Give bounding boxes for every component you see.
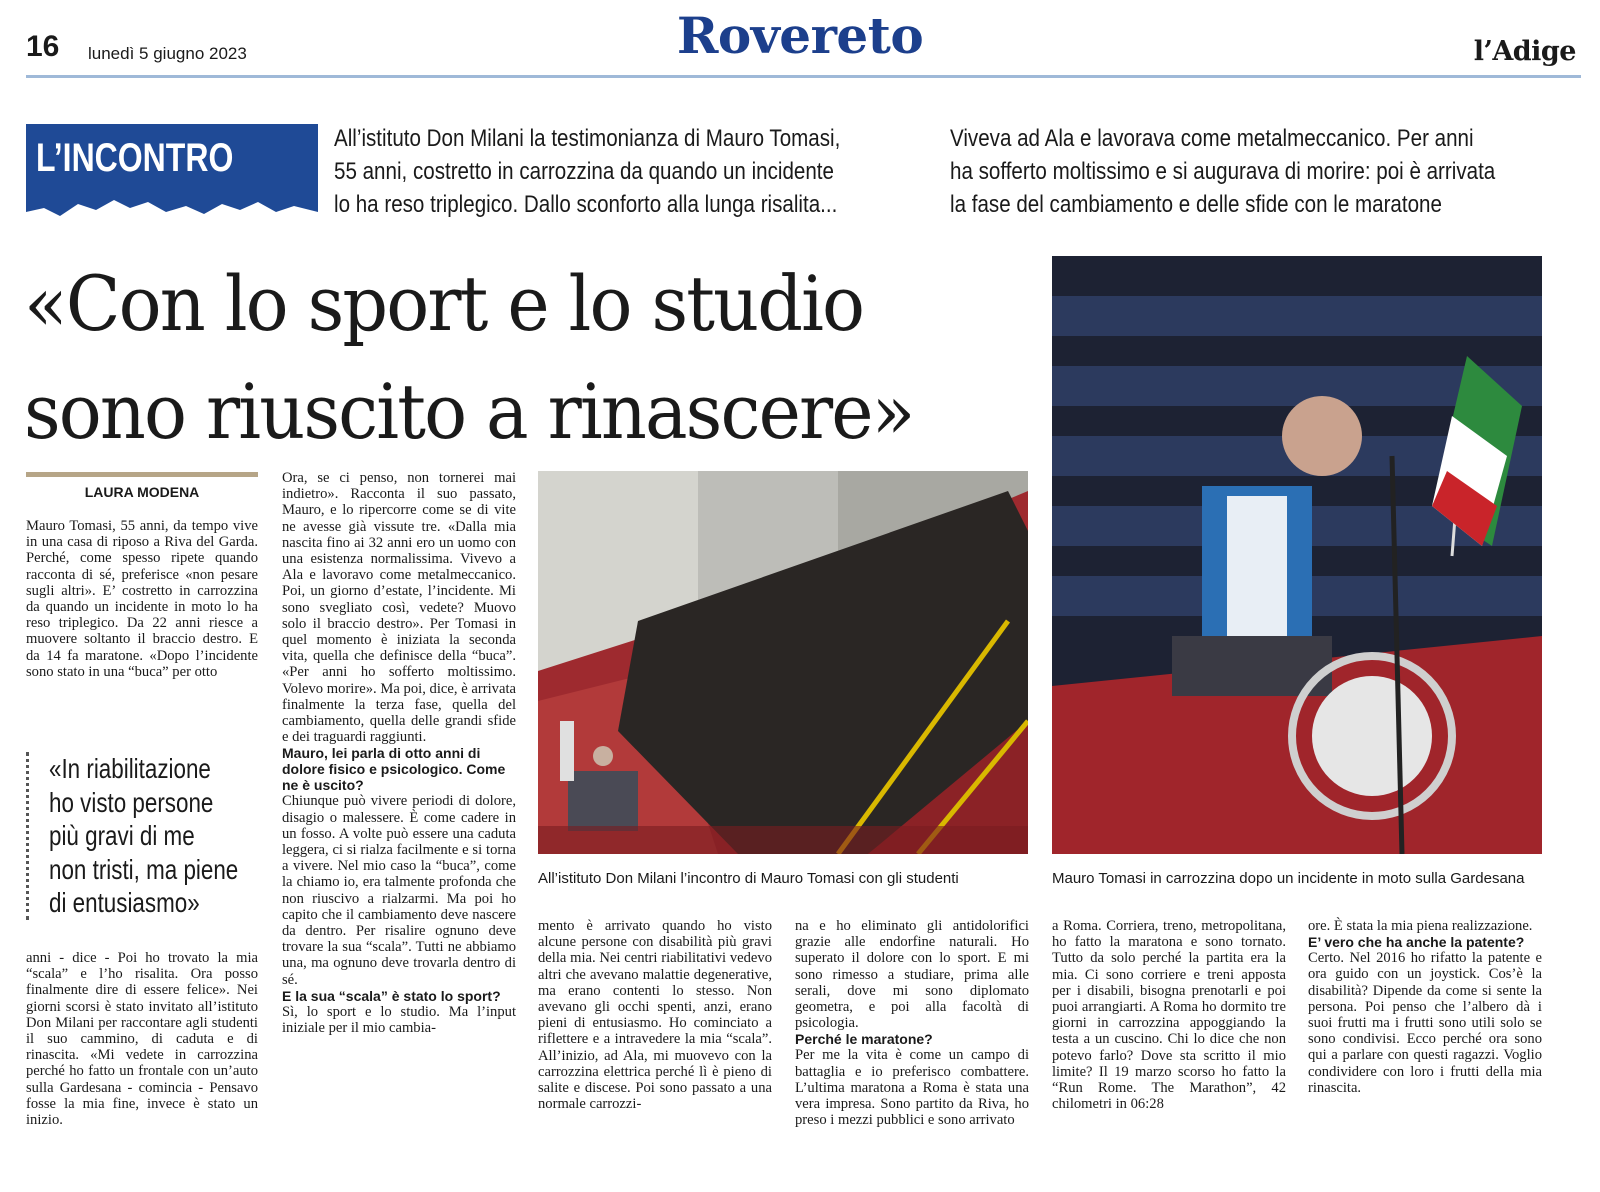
interview-question: Perché le maratone? xyxy=(795,1031,933,1048)
column-5 xyxy=(1052,918,1286,1112)
interview-question: E la sua “scala” è stato lo sport? xyxy=(282,987,501,1004)
body-text: ore. È stata la mia piena realizzazione. xyxy=(1308,918,1533,934)
subhead-line: lo ha reso triplegico. Dallo sconforto alla lunga risalita... xyxy=(334,191,838,218)
body-text: Chiunque può vivere periodi di dolore, disagio o malessere. È come cadere in un fosso. A volte può essere una caduta leggera, ci si rialza facilmente e si torna a vivere. Nel mio caso la “buca”, come la chiamo io, era talmente profonda che non riuscivo a rialzarmi. Ma poi ho capito che il cambiamento deve nascere da dentro. Per risalire ognuno deve trovare la sua “scala”. Tutti ne abbiamo una, ma ognuno deve trovarla dentro di sé. xyxy=(282,793,516,988)
body-text: Certo. Nel 2016 ho rifatto la patente e ora guido con un joystick. Cos’è la disabilità? Dipende da come si sente la persona. Poi penso che l’albero dà i suoi frutti ma i frutti sono utili solo se sono condivisi. Ecco perché ora sono qui a parlare con questi ragazzi. Voglio condividere con loro i frutti della mia rinascita. xyxy=(1308,950,1542,1096)
body-text: anni - dice - Poi ho trovato la mia “scala” e l’ho risalita. Ora posso finalmente dire di essere felice». Nei giorni scorsi è stato invitato all’istituto Don Milani per raccontare agli studenti il suo cammino, di caduta e di rinascita. «Mi vedete in carrozzina perché ho fatto un frontale con un’auto sulla Gardesana - comincia - Pensavo fosse la mia fine, invece è stato un inizio. xyxy=(26,950,258,1129)
photo-wheelchair-caption: Mauro Tomasi in carrozzina dopo un incidente in moto sulla Gardesana xyxy=(1052,870,1525,887)
headline xyxy=(24,250,913,466)
interview-question: E’ vero che ha anche la patente? xyxy=(1308,934,1525,951)
kicker-box xyxy=(26,124,318,226)
body-text: a Roma. Corriera, treno, metropolitana, ho fatto la maratona e sono tornato. Tutto da solo perché la partita era la mia. Ci sono corriere e treni apposta per i disabili, bisogna prenotarli e poi puoi arrangiarti. A Roma ho dormito tre giorni in carrozzina appoggiando la testa a un cuscino. Chi lo dice che non potevo farlo? Dove sta scritto il mio limite? Il 19 marzo scorso ho fatto la “Run Rome. The Marathon”, 42 chilometri in 06:28 xyxy=(1052,918,1286,1113)
pull-quote-line: «In riabilitazione xyxy=(49,753,211,784)
wheelchair-photo-image xyxy=(1052,256,1542,854)
photo-auditorium xyxy=(538,471,1028,854)
body-text: Ora, se ci penso, non tornerei mai indietro». Racconta il suo passato, Mauro, e lo ripercorre come se di vite ne avesse già vissute tre. «Dalla mia nascita fino ai 32 anni ero un uomo con una esistenza normalissima. Vivevo a Ala e lavoravo come metalmeccanico. Poi, un giorno d’estate, l’incidente. Mi sono svegliato così, vedete? Muovo solo il braccio destro». Per Tomasi in quel momento è iniziata la seconda vita, quella che definisce della “buca”. «Per anni ho sofferto moltissimo. Volevo morire». Ma poi, dice, è arrivata finalmente la terza fase, quella del cambiamento, quella delle grandi sfide e dei traguardi raggiunti. xyxy=(282,470,516,746)
subhead-line: ha sofferto moltissimo e si augurava di morire: poi è arrivata xyxy=(950,158,1496,185)
section-title: Rovereto xyxy=(676,6,924,65)
masthead-rule xyxy=(26,75,1581,78)
column-1-bottom xyxy=(26,950,258,1128)
column-4 xyxy=(795,918,1029,1128)
column-6 xyxy=(1308,918,1542,1096)
subhead-right xyxy=(950,122,1599,221)
body-text: Mauro Tomasi, 55 anni, da tempo vive in una casa di riposo a Riva del Garda. Perché, come spesso ripete quando racconta di sé, preferisce «non pesare sugli altri». E’ costretto in carrozzina da quando un incidente in moto lo ha reso triplegico. Da 22 anni riesce a muovere soltanto il braccio destro. E da 14 fa maratone. «Dopo l’incidente sono stato in una “buca” per otto xyxy=(26,518,258,680)
headline-line: sono riuscito a rinascere» xyxy=(24,367,914,456)
pull-quote-line: ho visto persone xyxy=(49,786,214,818)
photo-wheelchair xyxy=(1052,256,1542,854)
interview-question: Mauro, lei parla di otto anni di dolore fisico e psicologico. Come ne è uscito? xyxy=(282,745,506,794)
column-2 xyxy=(282,470,516,1036)
column-1-top xyxy=(26,518,258,680)
subhead-left xyxy=(334,122,937,221)
photo-auditorium-caption: All’istituto Don Milani l’incontro di Mauro Tomasi con gli studenti xyxy=(538,870,959,887)
body-text: Sì, lo sport e lo studio. Ma l’input iniziale per il mio cambia- xyxy=(282,1003,516,1037)
page-date: lunedì 5 giugno 2023 xyxy=(88,44,247,63)
mountain-silhouette-icon xyxy=(26,186,318,226)
body-text: mento è arrivato quando ho visto alcune persone con disabilità più gravi della mia. Nei centri riabilitativi vedevo altri che avevano malattie degenerative, ma erano contenti lo stesso. Non avevano gli occhi spenti, anzi, erano pieni di entusiasmo. Ho cominciato a riflettere e a intravedere la mia “scala”. All’inizio, ad Ala, mi muovevo con la carrozzina elettrica perché lì è pieno di salite e discese. Poi sono passato a una normale carrozzi- xyxy=(538,918,772,1113)
kicker-label: L’INCONTRO xyxy=(36,136,234,180)
pull-quote-line: non tristi, ma piene xyxy=(49,853,239,885)
pull-quote-line: più gravi di me xyxy=(49,820,195,851)
body-text: na e ho eliminato gli antidolorifici grazie alle endorfine naturali. Ho superato il dolore con lo sport. E mi sono rimesso a studiare, prima alle serali, dove mi sono diplomato geometra, e poi alla facoltà di psicologia. xyxy=(795,918,1029,1032)
subhead-line: All’istituto Don Milani la testimonianza di Mauro Tomasi, xyxy=(334,125,841,152)
pull-quote-line: di entusiasmo» xyxy=(49,887,200,918)
page-number: 16 xyxy=(26,30,60,63)
pull-quote xyxy=(26,752,261,920)
column-3 xyxy=(538,918,772,1112)
publication-logo: l’Adige xyxy=(1473,36,1576,67)
auditorium-photo-image xyxy=(538,471,1028,854)
subhead-line: Viveva ad Ala e lavorava come metalmeccanico. Per anni xyxy=(950,125,1474,152)
byline: LAURA MODENA xyxy=(84,484,200,500)
byline-rule xyxy=(26,472,258,477)
body-text: Per me la vita è come un campo di battaglia e io preferisco combattere. L’ultima maratona a Roma è stata una vera impresa. Sono partito da Riva, ho preso i mezzi pubblici e sono arrivato xyxy=(795,1047,1029,1129)
subhead-line: 55 anni, costretto in carrozzina da quando un incidente xyxy=(334,158,834,185)
subhead-line: la fase del cambiamento e delle sfide con le maratone xyxy=(950,191,1442,218)
headline-line: «Con lo sport e lo studio xyxy=(24,259,864,348)
